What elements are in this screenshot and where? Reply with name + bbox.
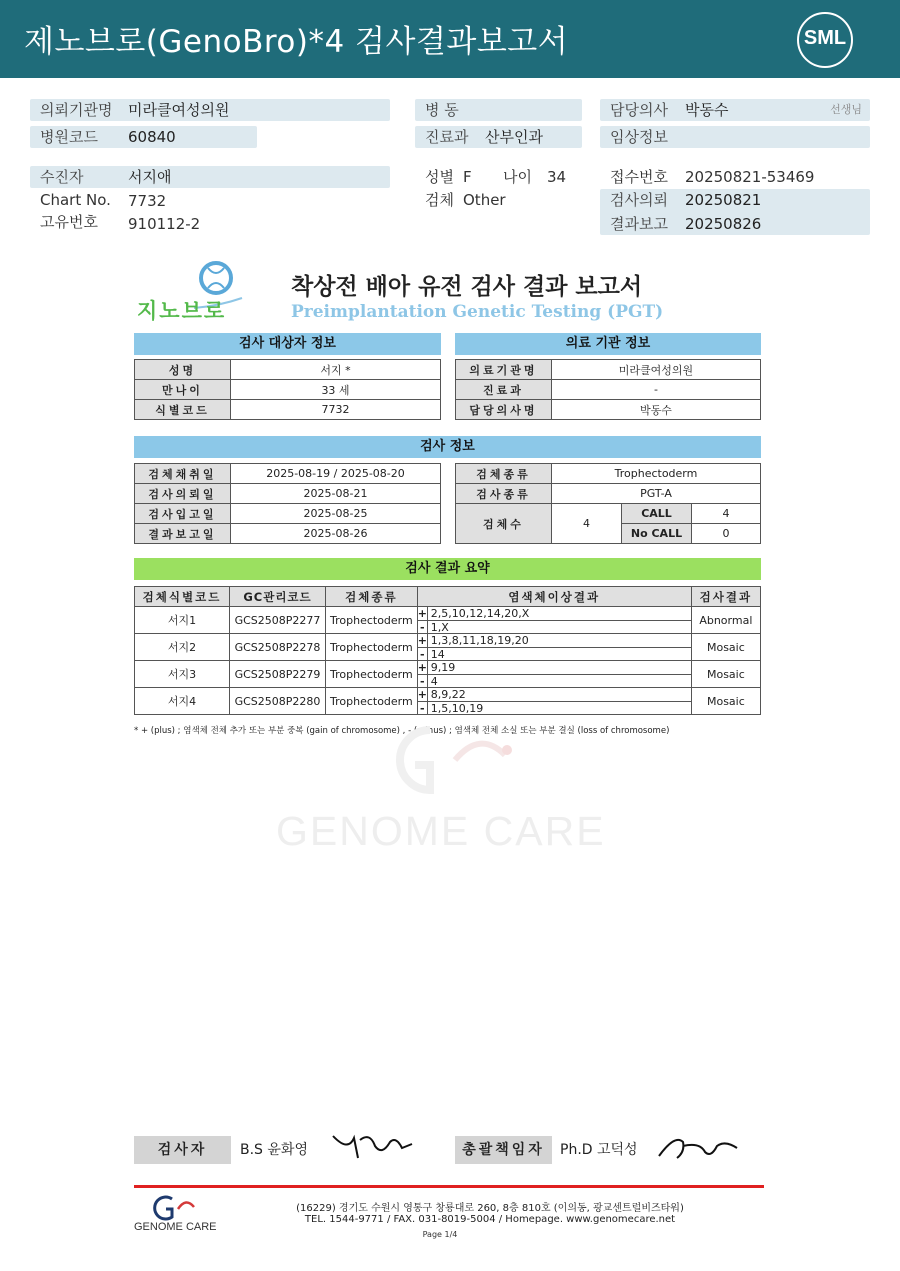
gc-code: GCS2508P2280 bbox=[230, 688, 326, 715]
ward-label: 병 동 bbox=[425, 101, 459, 119]
test-date-key: 결과보고일 bbox=[135, 524, 231, 544]
sex-label: 성별 bbox=[425, 168, 454, 186]
gain-value: 2,5,10,12,14,20,X bbox=[430, 607, 530, 620]
chart-no-label: Chart No. bbox=[40, 191, 111, 209]
specimen-value: Other bbox=[463, 191, 506, 209]
test-date-value: 2025-08-26 bbox=[231, 524, 441, 544]
recipient-value: 서지애 bbox=[128, 168, 172, 186]
loss-value: 4 bbox=[430, 675, 438, 688]
embryo-id: 서지1 bbox=[135, 607, 230, 634]
minus-sign: - bbox=[418, 702, 428, 714]
gain-value: 1,3,8,11,18,19,20 bbox=[430, 634, 529, 647]
loss-row bbox=[418, 620, 691, 633]
no-call-value: 0 bbox=[692, 524, 761, 544]
specimen-label: 검체 bbox=[425, 191, 454, 209]
loss-row bbox=[418, 647, 691, 660]
test-result: Mosaic bbox=[691, 661, 760, 688]
receipt-no-label: 접수번호 bbox=[610, 168, 668, 186]
test-type-key: 검사종류 bbox=[456, 484, 552, 504]
doctor-suffix: 선생님 bbox=[830, 103, 862, 116]
request-date-label: 검사의뢰 bbox=[610, 191, 668, 209]
sex-value: F bbox=[463, 168, 472, 186]
table-row bbox=[135, 484, 441, 504]
embryo-id: 서지3 bbox=[135, 661, 230, 688]
gain-row bbox=[418, 634, 691, 647]
gc-code: GCS2508P2277 bbox=[230, 607, 326, 634]
top-header bbox=[0, 0, 900, 78]
table-row bbox=[456, 400, 761, 420]
specimen-count-key: 검체수 bbox=[456, 504, 552, 544]
report-title: 착상전 배아 유전 검사 결과 보고서 bbox=[291, 274, 643, 300]
plus-sign: + bbox=[417, 661, 427, 674]
gain-row bbox=[418, 688, 691, 701]
gain-row bbox=[418, 607, 691, 620]
clinical-info-field bbox=[600, 126, 870, 148]
footer-contact: TEL. 1544-9771 / FAX. 031-8019-5004 / Homepage. www.genomecare.net bbox=[304, 1214, 676, 1225]
gain-value: 8,9,22 bbox=[430, 688, 466, 701]
unique-no-value: 910112-2 bbox=[128, 215, 201, 233]
institution-value: 미라클여성의원 bbox=[552, 360, 761, 380]
table-row bbox=[135, 607, 761, 634]
watermark-text: GENOME CARE bbox=[276, 808, 606, 854]
test-result: Abnormal bbox=[691, 607, 760, 634]
hospital-code-label: 병원코드 bbox=[40, 128, 98, 146]
subject-key: 만나이 bbox=[135, 380, 231, 400]
table-row bbox=[135, 524, 441, 544]
gc-code: GCS2508P2279 bbox=[230, 661, 326, 688]
specimen-type-key: 검체종류 bbox=[456, 464, 552, 484]
subject-value: 서지 * bbox=[231, 360, 441, 380]
col-header: 염색체이상결과 bbox=[417, 587, 691, 607]
gc-code: GCS2508P2278 bbox=[230, 634, 326, 661]
subject-info-heading: 검사 대상자 정보 bbox=[134, 333, 441, 355]
table-row bbox=[135, 380, 441, 400]
specimen-type: Trophectoderm bbox=[326, 688, 418, 715]
chromosome-result bbox=[417, 607, 691, 634]
plus-sign: + bbox=[417, 607, 427, 620]
test-specimen-table bbox=[455, 463, 761, 544]
genobro-logo-text: 지노브로 bbox=[137, 299, 227, 323]
table-row bbox=[135, 360, 441, 380]
chief-label: 총괄책임자 bbox=[455, 1136, 552, 1164]
chromosome-result bbox=[417, 661, 691, 688]
test-date-key: 검사의뢰일 bbox=[135, 484, 231, 504]
age-label: 나이 bbox=[503, 168, 532, 186]
table-row bbox=[456, 484, 761, 504]
unique-no-label: 고유번호 bbox=[40, 213, 98, 231]
specimen-count-value: 4 bbox=[552, 504, 622, 544]
subject-value: 7732 bbox=[231, 400, 441, 420]
test-date-key: 검체채취일 bbox=[135, 464, 231, 484]
no-call-label: No CALL bbox=[622, 524, 692, 544]
test-dates-table bbox=[134, 463, 441, 544]
table-row bbox=[135, 400, 441, 420]
test-result: Mosaic bbox=[691, 634, 760, 661]
chief-signature bbox=[655, 1128, 740, 1164]
table-row bbox=[135, 661, 761, 688]
dates-field bbox=[600, 189, 870, 235]
doctor-value: 박동수 bbox=[685, 101, 729, 119]
specimen-type-value: Trophectoderm bbox=[552, 464, 761, 484]
embryo-id: 서지2 bbox=[135, 634, 230, 661]
test-type-value: PGT-A bbox=[552, 484, 761, 504]
table-row bbox=[135, 504, 441, 524]
gain-row bbox=[418, 661, 691, 674]
table-row bbox=[456, 360, 761, 380]
report-date-value: 20250826 bbox=[685, 215, 762, 233]
col-header: 검사결과 bbox=[691, 587, 760, 607]
col-header: GC관리코드 bbox=[230, 587, 326, 607]
call-label: CALL bbox=[622, 504, 692, 524]
hospital-code-value: 60840 bbox=[128, 128, 176, 146]
summary-footnote: * + (plus) ; 염색체 전체 추가 또는 부분 중복 (gain of chromosome) , - (minus) ; 염색체 전체 소실 또는 부분 결실 (loss of chromosome) bbox=[134, 726, 670, 736]
table-row bbox=[135, 688, 761, 715]
subject-value: 33 세 bbox=[231, 380, 441, 400]
tester-signature bbox=[330, 1128, 415, 1164]
institution-key: 담당의사명 bbox=[456, 400, 552, 420]
specimen-type: Trophectoderm bbox=[326, 661, 418, 688]
specimen-type: Trophectoderm bbox=[326, 607, 418, 634]
institution-value: 미라클여성의원 bbox=[128, 101, 230, 119]
doctor-field bbox=[600, 99, 870, 121]
chromosome-result bbox=[417, 688, 691, 715]
subject-info-table bbox=[134, 359, 441, 420]
test-date-value: 2025-08-25 bbox=[231, 504, 441, 524]
report-date-label: 결과보고 bbox=[610, 215, 668, 233]
table-row bbox=[456, 380, 761, 400]
table-row bbox=[456, 464, 761, 484]
loss-row bbox=[418, 674, 691, 687]
clinical-info-label: 임상정보 bbox=[610, 128, 668, 146]
recipient-field bbox=[30, 166, 390, 188]
loss-value: 1,5,10,19 bbox=[430, 702, 484, 715]
department-value: 산부인과 bbox=[485, 128, 543, 146]
col-header: 검체식별코드 bbox=[135, 587, 230, 607]
plus-sign: + bbox=[417, 634, 427, 647]
department-label: 진료과 bbox=[425, 128, 469, 146]
test-date-value: 2025-08-19 / 2025-08-20 bbox=[231, 464, 441, 484]
call-value: 4 bbox=[692, 504, 761, 524]
table-header-row bbox=[135, 587, 761, 607]
loss-value: 1,X bbox=[430, 621, 449, 634]
page-title: 제노브로(GenoBro)*4 검사결과보고서 bbox=[24, 24, 569, 60]
table-row bbox=[135, 634, 761, 661]
footer-address: (16229) 경기도 수원시 영통구 창룡대로 260, 8층 810호 (이의동, 광교센트럴비즈타워) bbox=[296, 1203, 684, 1214]
minus-sign: - bbox=[418, 621, 428, 633]
sml-logo bbox=[797, 12, 853, 68]
test-date-key: 검사입고일 bbox=[135, 504, 231, 524]
col-header: 검체종류 bbox=[326, 587, 418, 607]
recipient-label: 수진자 bbox=[40, 168, 84, 186]
tester-name: B.S 윤화영 bbox=[240, 1142, 308, 1158]
test-info-heading: 검사 정보 bbox=[134, 436, 761, 458]
report-subtitle: Preimplantation Genetic Testing (PGT) bbox=[291, 302, 664, 322]
watermark-logo bbox=[370, 720, 520, 800]
request-date-value: 20250821 bbox=[685, 191, 762, 209]
summary-table bbox=[134, 586, 761, 715]
test-result: Mosaic bbox=[691, 688, 760, 715]
department-field bbox=[415, 126, 582, 148]
hospital-code-field bbox=[30, 126, 257, 148]
test-date-value: 2025-08-21 bbox=[231, 484, 441, 504]
institution-field bbox=[30, 99, 390, 121]
plus-sign: + bbox=[417, 688, 427, 701]
gain-value: 9,19 bbox=[430, 661, 456, 674]
institution-label: 의뢰기관명 bbox=[40, 101, 113, 119]
table-row bbox=[456, 504, 761, 524]
chart-no-value: 7732 bbox=[128, 192, 167, 210]
doctor-label: 담당의사 bbox=[610, 101, 668, 119]
ward-field bbox=[415, 99, 582, 121]
institution-value: 박동수 bbox=[552, 400, 761, 420]
institution-info-heading: 의료 기관 정보 bbox=[455, 333, 761, 355]
subject-key: 식별코드 bbox=[135, 400, 231, 420]
specimen-type: Trophectoderm bbox=[326, 634, 418, 661]
embryo-id: 서지4 bbox=[135, 688, 230, 715]
institution-key: 의료기관명 bbox=[456, 360, 552, 380]
institution-key: 진료과 bbox=[456, 380, 552, 400]
footer-divider bbox=[134, 1185, 764, 1188]
chief-name: Ph.D 고덕성 bbox=[560, 1142, 638, 1158]
minus-sign: - bbox=[418, 675, 428, 687]
chromosome-result bbox=[417, 634, 691, 661]
page-number: Page 1/4 bbox=[422, 1230, 458, 1239]
table-row bbox=[135, 464, 441, 484]
genome-care-logo-text: GENOME CARE bbox=[134, 1221, 217, 1233]
loss-value: 14 bbox=[430, 648, 445, 661]
subject-key: 성명 bbox=[135, 360, 231, 380]
institution-info-table bbox=[455, 359, 761, 420]
minus-sign: - bbox=[418, 648, 428, 660]
age-value: 34 bbox=[547, 168, 567, 186]
receipt-no-value: 20250821-53469 bbox=[685, 168, 815, 186]
sml-logo-text: SML bbox=[803, 27, 847, 49]
loss-row bbox=[418, 701, 691, 714]
institution-value: - bbox=[552, 380, 761, 400]
tester-label: 검사자 bbox=[134, 1136, 231, 1164]
summary-heading: 검사 결과 요약 bbox=[134, 558, 761, 580]
